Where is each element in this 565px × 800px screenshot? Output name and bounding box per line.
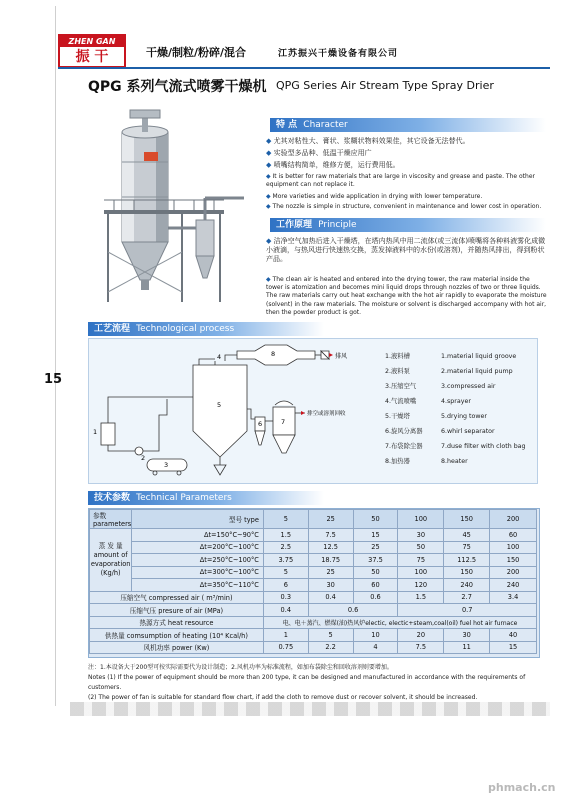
table-cell: 0.7 xyxy=(398,604,537,617)
parameters-table-panel xyxy=(88,508,540,658)
process-num-4: 4 xyxy=(217,353,222,361)
page-title-cn: QPG 系列气流式喷雾干燥机 xyxy=(88,79,267,95)
process-num-5: 5 xyxy=(217,401,222,409)
table-cell: 10 xyxy=(353,629,398,642)
evap-temp-cell: Δt=300°C~100°C xyxy=(132,566,264,579)
table-cell: 电、电＋蒸汽、燃煤(油)热风炉electic, electic+steam,coal(oil) fuel hot air furnace xyxy=(263,616,536,629)
param-head-cell: 参数 parameters xyxy=(90,510,132,529)
table-cell: 15 xyxy=(490,641,537,654)
character-bullet-en-3: ◆ The nozzle is simple in structure, convenient in maintenance and lower cost in operation. xyxy=(266,203,542,210)
blurred-footer-text xyxy=(70,702,550,716)
table-cell: 25 xyxy=(353,541,398,554)
table-cell: 112.5 xyxy=(444,554,490,567)
logo-english: ZHEN GAN xyxy=(60,36,124,47)
table-cell: 2.7 xyxy=(444,591,490,604)
table-row xyxy=(90,529,537,542)
params-heading-cn: 技术参数 xyxy=(94,493,131,503)
principle-text-en: ◆ The clean air is heated and entered into the drying tower, the raw material inside the tower is atomization and becomes mini liquid drops through nozzles of two or three liquids. The raw materials carry out heat exchange with the hot air rapidly to evaporate the moisture (solvent) in the raw materials. The moisture or solvent is discharged accompany with hot air, then the powder product is got. xyxy=(266,276,547,316)
row-label-cell: 供热量 comsumption of heating (10⁴ Kcal/h) xyxy=(90,629,264,642)
note-cn: 注：1.本设备大于200型可按实际需要代为设计制造；2.风机功率为标准流程，如加布袋除尘和回收溶剂则要增加。 xyxy=(88,664,393,671)
model-cell: 200 xyxy=(490,510,537,529)
table-cell: 0.4 xyxy=(263,604,308,617)
character-bullet-en-2: ◆ More varieties and wide application in drying with lower temperature. xyxy=(266,193,483,200)
parameters-table xyxy=(89,509,537,654)
section-heading-principle xyxy=(270,218,546,232)
process-legend-en: 1.material liquid groove 2.material liquid pump 3.compressed air 4.sprayer 5.drying tower 6.whirl separator 7.duse filter with cloth bag 8.heater xyxy=(441,353,526,465)
principle-text-cn: ◆ 洁净空气加热后进入干燥塔，在塔内热风中用二流体(或三流体)喷嘴将各种料液雾化成微小液滴，与热风进行快速热交换，蒸发掉液料中的水份(或溶剂)，并随热风排出，得到粉状产品。 xyxy=(266,237,546,263)
table-row-pressure xyxy=(90,604,537,617)
table-cell: 75 xyxy=(398,554,444,567)
table-cell: 75 xyxy=(444,541,490,554)
table-cell: 0.75 xyxy=(263,641,308,654)
params-heading-en: Technical Parameters xyxy=(136,493,232,503)
page-margin-rule xyxy=(55,6,56,706)
row-label-cell: 热源方式 heat resource xyxy=(90,616,264,629)
table-cell: 1 xyxy=(263,629,308,642)
process-num-6: 6 xyxy=(258,420,263,428)
table-cell: 60 xyxy=(490,529,537,542)
process-legend-cn: 1.液料槽 2.液料泵 3.压缩空气 4.气流喷嘴 5.干燥塔 6.旋风分离器 7.布袋除尘器 8.加热器 xyxy=(385,353,423,465)
table-cell: 100 xyxy=(490,541,537,554)
table-cell: 37.5 xyxy=(353,554,398,567)
table-cell: 11 xyxy=(444,641,490,654)
row-label-cell: 风机功率 power (Kw) xyxy=(90,641,264,654)
principle-heading-cn: 工作原理 xyxy=(276,220,313,230)
table-row-header xyxy=(90,510,537,529)
table-cell: 1.5 xyxy=(263,529,308,542)
table-cell: 50 xyxy=(353,566,398,579)
table-cell: 0.6 xyxy=(353,591,398,604)
evap-temp-cell: Δt=350°C~110°C xyxy=(132,579,264,592)
section-heading-parameters xyxy=(88,491,324,505)
table-cell: 5 xyxy=(308,629,353,642)
table-cell: 240 xyxy=(490,579,537,592)
process-num-8: 8 xyxy=(271,350,276,358)
evap-temp-cell: Δt=150°C~90°C xyxy=(132,529,264,542)
character-bullet-3: ◆ 喷嘴结构简单，维修方便，运行费用低。 xyxy=(266,161,400,169)
table-row-heat-resource xyxy=(90,616,537,629)
table-cell: 1.5 xyxy=(398,591,444,604)
evap-temp-cell: Δt=250°C~100°C xyxy=(132,554,264,567)
table-cell: 100 xyxy=(398,566,444,579)
table-cell: 0.6 xyxy=(308,604,398,617)
model-cell: 50 xyxy=(353,510,398,529)
site-watermark: phmach.cn xyxy=(488,781,556,794)
table-row-compressed-air xyxy=(90,591,537,604)
section-heading-process xyxy=(88,322,324,336)
table-cell: 6 xyxy=(263,579,308,592)
table-cell: 7.5 xyxy=(398,641,444,654)
process-heading-en: Technological process xyxy=(136,324,235,334)
table-row-heating xyxy=(90,629,537,642)
process-diagram-panel xyxy=(88,338,538,484)
table-row-power xyxy=(90,641,537,654)
product-tagline: 干燥/制粒/粉碎/混合 xyxy=(146,46,247,59)
table-cell: 30 xyxy=(308,579,353,592)
page-title-en: QPG Series Air Stream Type Spray Drier xyxy=(276,79,494,92)
process-num-2: 2 xyxy=(141,454,146,462)
table-cell: 15 xyxy=(353,529,398,542)
model-cell: 5 xyxy=(263,510,308,529)
process-heading-cn: 工艺流程 xyxy=(94,324,131,334)
table-row xyxy=(90,541,537,554)
note-en-1: Notes (1) If the power of equipment should be more than 200 type, it can be designed and manufactured in accordance with the requirements of customers. xyxy=(88,674,526,691)
model-head-cell: 型号 type xyxy=(132,510,264,529)
table-cell: 150 xyxy=(490,554,537,567)
table-cell: 5 xyxy=(263,566,308,579)
section-heading-character xyxy=(270,118,546,132)
character-bullet-1: ◆ 尤其对粘性大、膏状、浆糊状物料效果佳，其它设备无法替代。 xyxy=(266,137,470,145)
row-label-cell: 压缩空气 compressed air ( m³/min) xyxy=(90,591,264,604)
model-cell: 150 xyxy=(444,510,490,529)
table-cell: 3.75 xyxy=(263,554,308,567)
model-cell: 25 xyxy=(308,510,353,529)
character-heading-cn: 特 点 xyxy=(276,120,298,130)
note-en-2: (2) The power of fan is suitable for standard flow chart, if add the cloth to remove dust or recover solvent, it should be increased. xyxy=(88,694,478,701)
table-cell: 30 xyxy=(444,629,490,642)
table-cell: 12.5 xyxy=(308,541,353,554)
process-num-1: 1 xyxy=(93,428,98,436)
table-cell: 25 xyxy=(308,566,353,579)
table-cell: 2.5 xyxy=(263,541,308,554)
process-num-3: 3 xyxy=(164,461,169,469)
table-cell: 240 xyxy=(444,579,490,592)
exhaust-label: 排风 xyxy=(335,353,348,360)
zhengan-logo xyxy=(58,34,126,68)
table-cell: 0.4 xyxy=(308,591,353,604)
spray-drier-photo xyxy=(84,102,259,310)
model-cell: 100 xyxy=(398,510,444,529)
table-cell: 4 xyxy=(353,641,398,654)
table-cell: 2.2 xyxy=(308,641,353,654)
table-cell: 3.4 xyxy=(490,591,537,604)
table-cell: 50 xyxy=(398,541,444,554)
table-cell: 200 xyxy=(490,566,537,579)
table-row xyxy=(90,566,537,579)
evap-temp-cell: Δt=200°C~100°C xyxy=(132,541,264,554)
table-cell: 18.75 xyxy=(308,554,353,567)
character-heading-en: Character xyxy=(303,120,348,130)
table-cell: 0.3 xyxy=(263,591,308,604)
table-row xyxy=(90,554,537,567)
table-notes xyxy=(88,663,548,703)
evaporation-label-cell: 蒸 发 量 amount of evaporation (Kg/h) xyxy=(90,529,132,592)
table-cell: 150 xyxy=(444,566,490,579)
process-num-7: 7 xyxy=(281,418,286,426)
title-divider xyxy=(58,67,550,69)
page-number: 15 xyxy=(44,372,63,387)
company-name: 江苏振兴干燥设备有限公司 xyxy=(278,49,399,59)
table-row xyxy=(90,579,537,592)
recovery-label: 排空或溶剂回收 xyxy=(307,411,346,417)
character-bullet-en-1: ◆ It is better for raw materials that are large in viscosity and grease and paste. The other equipment can not replace it. xyxy=(266,173,535,189)
table-cell: 120 xyxy=(398,579,444,592)
table-cell: 30 xyxy=(398,529,444,542)
table-cell: 20 xyxy=(398,629,444,642)
table-cell: 7.5 xyxy=(308,529,353,542)
principle-heading-en: Principle xyxy=(318,220,357,230)
row-label-cell: 压缩气压 presure of air (MPa) xyxy=(90,604,264,617)
table-cell: 60 xyxy=(353,579,398,592)
logo-chinese: 振 干 xyxy=(75,49,109,65)
character-bullet-2: ◆ 实验型多品种、低温干燥应用广 xyxy=(266,149,372,157)
table-cell: 40 xyxy=(490,629,537,642)
table-cell: 45 xyxy=(444,529,490,542)
